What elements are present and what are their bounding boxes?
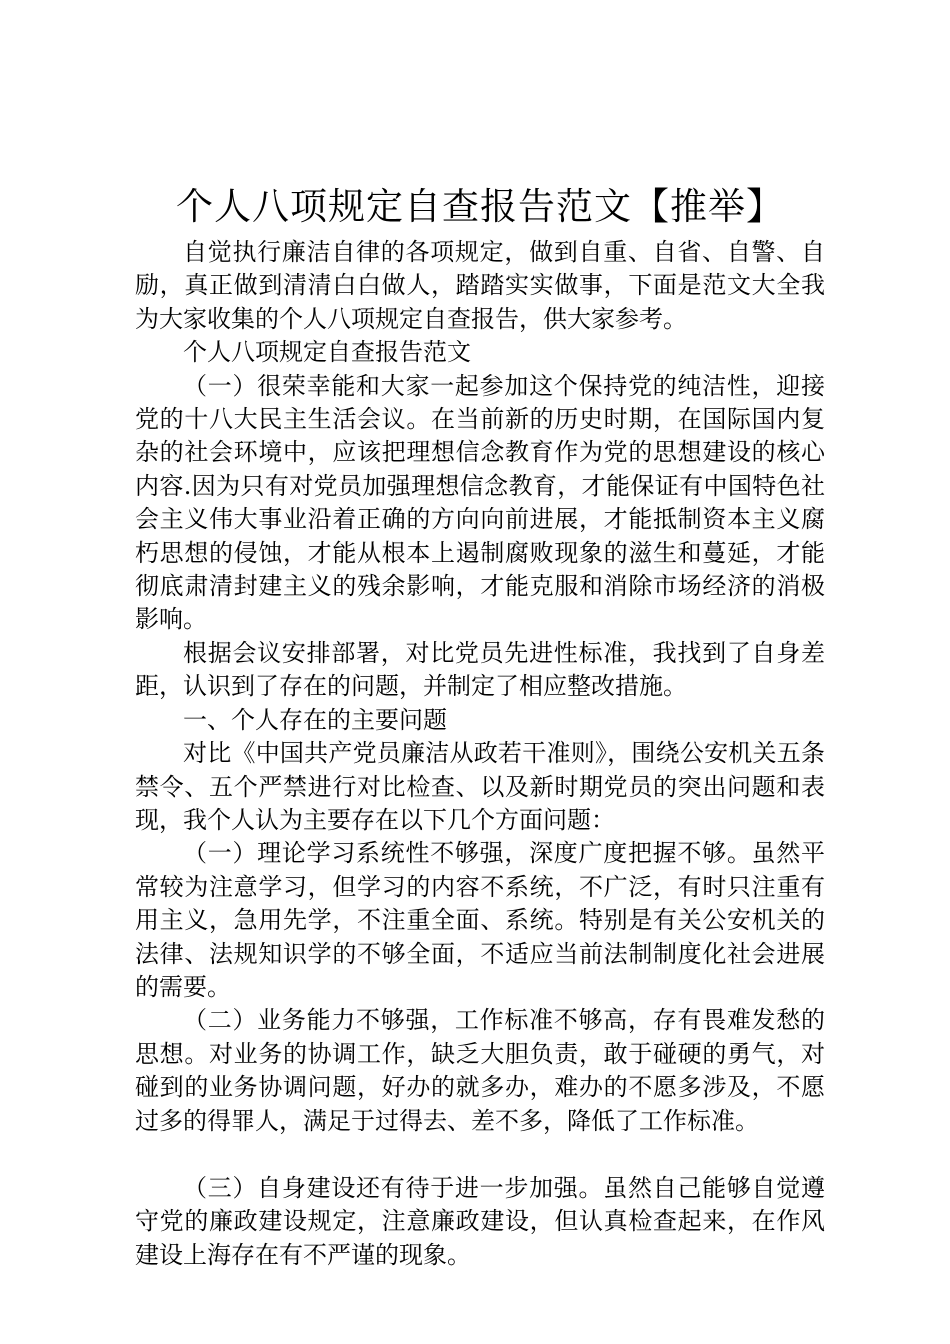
paragraph-problem-2: （二）业务能力不够强，工作标准不够高，存有畏难发愁的思想。对业务的协调工作，缺乏大胆负责，敢于碰硬的勇气，对碰到的业务协调问题，好办的就多办，难办的不愿多涉及，不愿过多的得罪人，满足于过得去、差不多，降低了工作标准。 (135, 1006, 825, 1135)
paragraph-arrangement: 根据会议安排部署，对比党员先进性标准，我找到了自身差距，认识到了存在的问题，并制定了相应整改措施。 (135, 638, 825, 701)
paragraph-problem-3: （三）自身建设还有待于进一步加强。虽然自己能够自觉遵守党的廉政建设规定，注意廉政建设，但认真检查起来，在作风建设上海存在有不严谨的现象。 (135, 1173, 825, 1269)
paragraph-gap (135, 1138, 825, 1172)
paragraph-problem-1: （一）理论学习系统性不够强，深度广度把握不够。虽然平常较为注意学习，但学习的内容不系统，不广泛，有时只注重有用主义，急用先学，不注重全面、系统。特别是有关公安机关的法律、法规知识学的不够全面，不适应当前法制制度化社会进展的需要。 (135, 839, 825, 1001)
section-heading-problems: 一、个人存在的主要问题 (183, 705, 447, 734)
document-page (135, 182, 825, 1272)
document-title: 个人八项规定自查报告范文【推举】 (176, 185, 784, 228)
paragraph-subtitle: 个人八项规定自查报告范文 (183, 338, 471, 367)
paragraph-part-1: （一）很荣幸能和大家一起参加这个保持党的纯洁性，迎接党的十八大民主生活会议。在当前新的历史时期，在国际国内复杂的社会环境中，应该把理想信念教育作为党的思想建设的核心内容.因为只有对党员加强理想信念教育，才能保证有中国特色社会主义伟大事业沿着正确的方向向前进展，才能抵制资本主义腐朽思想的侵蚀，才能从根本上遏制腐败现象的滋生和蔓延，才能彻底肃清封建主义的残余影响，才能克服和消除市场经济的消极影响。 (135, 371, 825, 634)
paragraph-intro: 自觉执行廉洁自律的各项规定，做到自重、自省、自警、自励，真正做到清清白白做人，踏踏实实做事，下面是范文大全我为大家收集的个人八项规定自查报告，供大家参考。 (135, 238, 825, 333)
paragraph-comparison: 对比《中国共产党员廉洁从政若干准则》，围绕公安机关五条禁令、五个严禁进行对比检查、以及新时期党员的突出问题和表现，我个人认为主要存在以下几个方面问题： (135, 739, 825, 834)
